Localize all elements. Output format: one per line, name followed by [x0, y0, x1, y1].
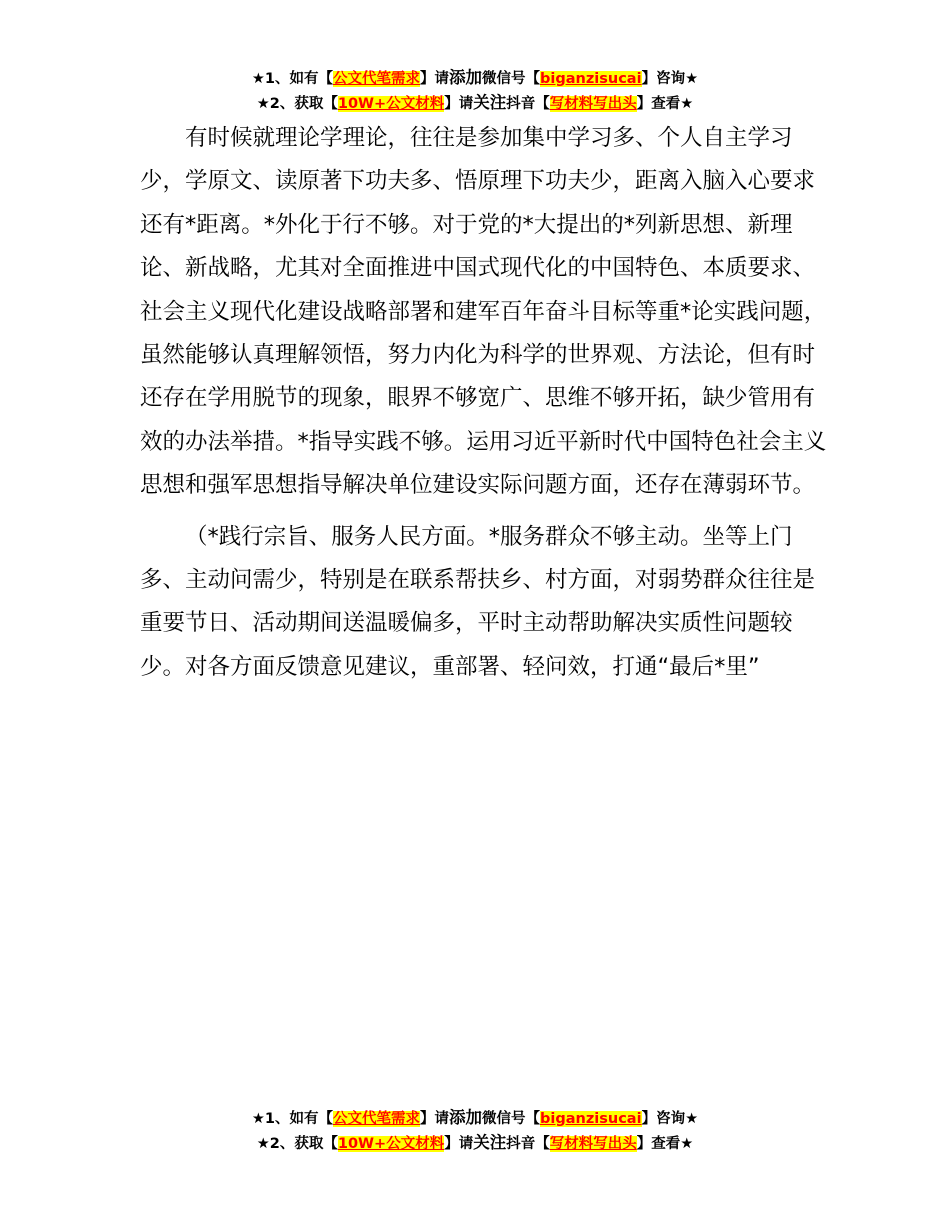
footer-line-1-prefix: ★1、如有【 — [251, 1111, 334, 1127]
header-line-2-suffix: 】查看★ — [636, 96, 694, 112]
header-line-2-prefix: ★2、获取【 — [256, 96, 338, 112]
header-line-2-emphasis: 关注 — [473, 93, 507, 112]
header-line-2-mid: 】请 — [444, 96, 474, 112]
header-line-1-suffix: 】咨询★ — [641, 71, 699, 87]
footer-line-1-suffix: 】咨询★ — [641, 1111, 699, 1127]
header-douyin-highlight: 写材料写出头 — [549, 96, 637, 112]
header-line-2 — [0, 91, 950, 116]
document-body — [140, 117, 834, 689]
footer-banner — [0, 1106, 950, 1156]
header-banner — [0, 66, 950, 116]
footer-line-2-emphasis: 关注 — [473, 1133, 507, 1152]
header-line-1-mid: 】请 — [420, 71, 450, 87]
body-paragraph-1: 有时候就理论学理论，往往是参加集中学习多、个人自主学习少，学原文、读原著下功夫多、悟原理下功夫少，距离入脑入心要求还有*距离。*外化于行不够。对于党的*大提出的*列新思想、新理论、新战略，尤其对全面推进中国式现代化的中国特色、本质要求、社会主义现代化建设战略部署和建军百年奋斗目标等重*论实践问题，虽然能够认真理解领悟，努力内化为科学的世界观、方法论，但有时还存在学用脱节的现象，眼界不够宽广、思维不够开拓，缺少管用有效的办法举措。*指导实践不够。运用习近平新时代中国特色社会主义思想和强军思想指导解决单位建设实际问题方面，还存在薄弱环节。 — [140, 125, 827, 499]
footer-line-2-mid: 】请 — [444, 1136, 474, 1152]
header-wechat-id-highlight: biganzisucai — [540, 71, 642, 87]
footer-line-1-mid: 】请 — [420, 1111, 450, 1127]
footer-line-1-emphasis: 添加 — [449, 1108, 483, 1127]
footer-line-1 — [0, 1106, 950, 1131]
footer-line-2-mid-2: 抖音【 — [506, 1136, 550, 1152]
footer-douyin-highlight: 写材料写出头 — [549, 1136, 637, 1152]
footer-materials-highlight: 10W+公文材料 — [337, 1136, 445, 1152]
header-service-highlight: 公文代笔需求 — [333, 71, 421, 87]
body-paragraph-2: （*践行宗旨、服务人民方面。*服务群众不够主动。坐等上门多、主动问需少，特别是在联系帮扶乡、村方面，对弱势群众往往是重要节日、活动期间送温暖偏多，平时主动帮助解决实质性问题较少。对各方面反馈意见建议，重部署、轻问效，打通“最后*里” — [140, 523, 816, 680]
header-line-1 — [0, 66, 950, 91]
header-materials-highlight: 10W+公文材料 — [337, 96, 445, 112]
footer-service-highlight: 公文代笔需求 — [333, 1111, 421, 1127]
header-line-1-mid-2: 微信号【 — [482, 71, 541, 87]
footer-wechat-id-highlight: biganzisucai — [540, 1111, 642, 1127]
header-line-1-emphasis: 添加 — [449, 68, 483, 87]
footer-line-2-suffix: 】查看★ — [636, 1136, 694, 1152]
footer-line-2-prefix: ★2、获取【 — [256, 1136, 338, 1152]
footer-line-1-mid-2: 微信号【 — [482, 1111, 541, 1127]
header-line-2-mid-2: 抖音【 — [506, 96, 550, 112]
footer-line-2 — [0, 1131, 950, 1156]
header-line-1-prefix: ★1、如有【 — [251, 71, 334, 87]
